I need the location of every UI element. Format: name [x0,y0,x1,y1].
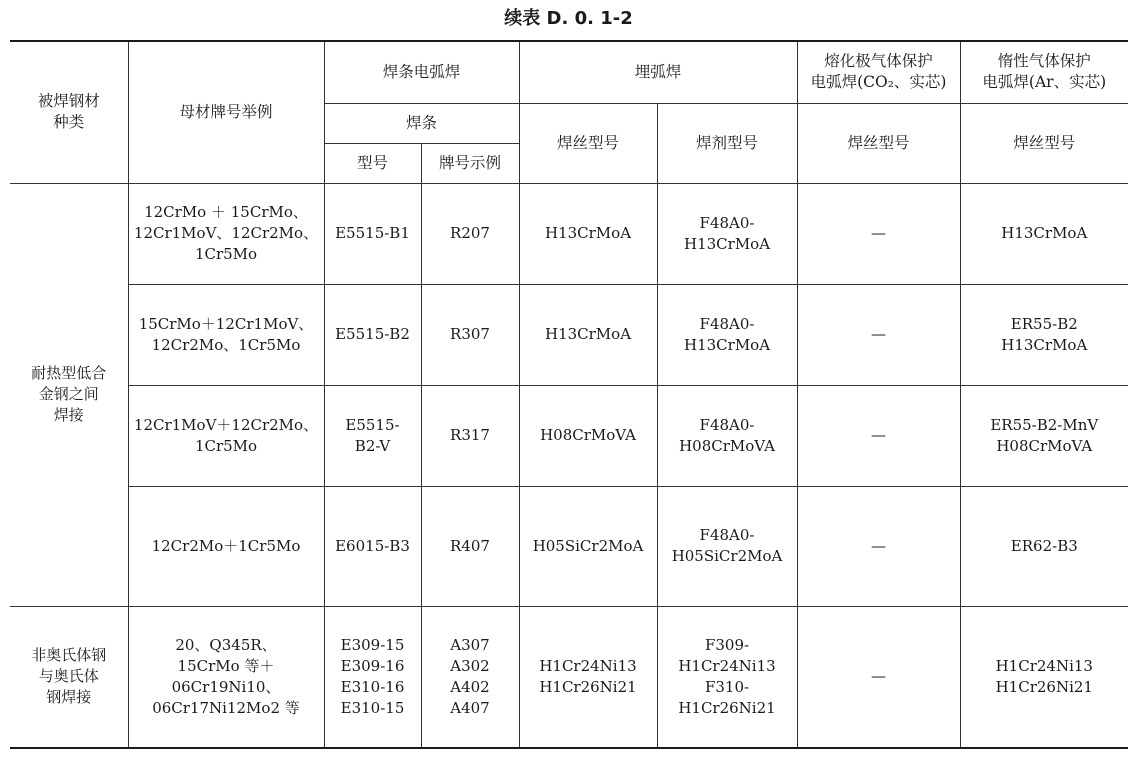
gtaw-wire-cell: H1Cr24Ni13 H1Cr26Ni21 [960,606,1128,748]
electrode-brand-cell: R317 [421,385,519,486]
header-brand: 牌号示例 [421,143,519,183]
saw-flux-cell: F48A0- H08CrMoVA [657,385,797,486]
header-saw: 埋弧焊 [519,41,797,103]
header-base-metal: 母材牌号举例 [128,41,324,183]
base-metal-cell: 12Cr2Mo＋1Cr5Mo [128,486,324,606]
saw-flux-cell: F309- H1Cr24Ni13 F310- H1Cr26Ni21 [657,606,797,748]
electrode-brand-cell: A307 A302 A402 A407 [421,606,519,748]
base-metal-cell: 15CrMo＋12Cr1MoV、 12Cr2Mo、1Cr5Mo [128,284,324,385]
header-steel-type: 被焊钢材 种类 [10,41,128,183]
saw-flux-cell: F48A0- H05SiCr2MoA [657,486,797,606]
electrode-model-cell: E309-15 E309-16 E310-16 E310-15 [324,606,421,748]
saw-flux-cell: F48A0- H13CrMoA [657,183,797,284]
table-row [10,183,1128,284]
base-metal-cell: 12CrMo ＋ 15CrMo、 12Cr1MoV、12Cr2Mo、 1Cr5Mo [128,183,324,284]
header-gtaw-wire: 焊丝型号 [960,103,1128,183]
table-row [10,385,1128,486]
header-gtaw: 惰性气体保护 电弧焊(Ar、实芯) [960,41,1128,103]
electrode-model-cell: E5515- B2-V [324,385,421,486]
gmaw-wire-cell: — [797,606,960,748]
gmaw-wire-cell: — [797,183,960,284]
header-electrode: 焊条 [324,103,519,143]
table-title: 续表 D. 0. 1-2 [504,8,633,29]
electrode-brand-cell: R207 [421,183,519,284]
electrode-model-cell: E6015-B3 [324,486,421,606]
electrode-model-cell: E5515-B1 [324,183,421,284]
gtaw-wire-cell: H13CrMoA [960,183,1128,284]
header-gmaw-wire: 焊丝型号 [797,103,960,183]
electrode-brand-cell: R407 [421,486,519,606]
gmaw-wire-cell: — [797,486,960,606]
electrode-model-cell: E5515-B2 [324,284,421,385]
base-metal-cell: 12Cr1MoV＋12Cr2Mo、 1Cr5Mo [128,385,324,486]
gtaw-wire-cell: ER55-B2-MnV H08CrMoVA [960,385,1128,486]
table-row [10,486,1128,606]
saw-wire-cell: H05SiCr2MoA [519,486,657,606]
table-row [10,606,1128,748]
saw-wire-cell: H1Cr24Ni13 H1Cr26Ni21 [519,606,657,748]
saw-flux-cell: F48A0- H13CrMoA [657,284,797,385]
header-smaw: 焊条电弧焊 [324,41,519,103]
base-metal-cell: 20、Q345R、 15CrMo 等＋ 06Cr19Ni10、 06Cr17Ni12Mo2 等 [128,606,324,748]
electrode-brand-cell: R307 [421,284,519,385]
saw-wire-cell: H13CrMoA [519,183,657,284]
gtaw-wire-cell: ER55-B2 H13CrMoA [960,284,1128,385]
category-cell: 耐热型低合 金钢之间 焊接 [10,183,128,606]
table-header [10,41,1128,183]
gtaw-wire-cell: ER62-B3 [960,486,1128,606]
header-saw-flux: 焊剂型号 [657,103,797,183]
table-body [10,183,1128,748]
table-row [10,284,1128,385]
header-gmaw: 熔化极气体保护 电弧焊(CO₂、实芯) [797,41,960,103]
saw-wire-cell: H08CrMoVA [519,385,657,486]
gmaw-wire-cell: — [797,284,960,385]
welding-materials-table [10,40,1128,749]
header-model: 型号 [324,143,421,183]
gmaw-wire-cell: — [797,385,960,486]
header-saw-wire: 焊丝型号 [519,103,657,183]
saw-wire-cell: H13CrMoA [519,284,657,385]
category-cell: 非奥氏体钢 与奥氏体 钢焊接 [10,606,128,748]
